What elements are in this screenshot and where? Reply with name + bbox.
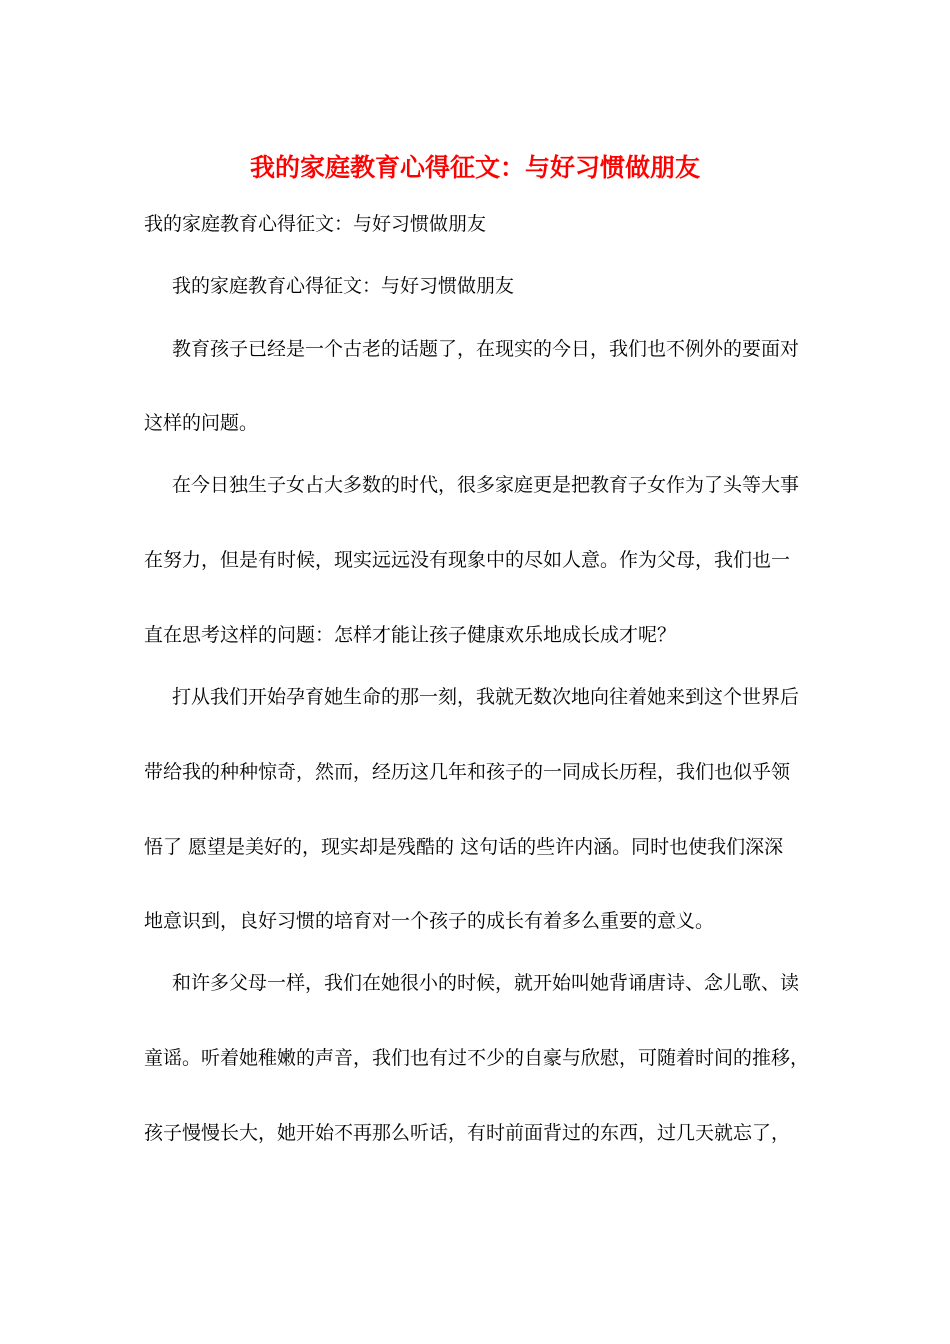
text-line: 孩子慢慢长大，她开始不再那么听话，有时前面背过的东西，过几天就忘了， — [144, 1122, 791, 1144]
text-line: 和许多父母一样，我们在她很小的时候，就开始叫她背诵唐诗、念儿歌、读 — [172, 972, 800, 994]
text-line: 我的家庭教育心得征文：与好习惯做朋友 — [172, 275, 515, 297]
text-line: 打从我们开始孕育她生命的那一刻，我就无数次地向往着她来到这个世界后 — [172, 686, 800, 708]
text-line: 直在思考这样的问题：怎样才能让孩子健康欢乐地成长成才呢？ — [144, 624, 677, 646]
text-line: 悟了 愿望是美好的，现实却是残酷的 这句话的些许内涵。同时也使我们深深 — [144, 836, 784, 858]
text-line: 在今日独生子女占大多数的时代，很多家庭更是把教育子女作为了头等大事 — [172, 474, 800, 496]
text-line: 带给我的种种惊奇，然而，经历这几年和孩子的一同成长历程，我们也似乎领 — [144, 761, 791, 783]
text-line: 童谣。听着她稚嫩的声音，我们也有过不少的自豪与欣慰，可随着时间的推移， — [144, 1047, 810, 1069]
text-line: 在努力，但是有时候，现实远远没有现象中的尽如人意。作为父母，我们也一 — [144, 549, 791, 571]
text-line: 地意识到，良好习惯的培育对一个孩子的成长有着多么重要的意义。 — [144, 910, 715, 932]
text-line: 教育孩子已经是一个古老的话题了，在现实的今日，我们也不例外的要面对 — [172, 338, 800, 360]
text-line: 这样的问题。 — [144, 412, 259, 434]
text-line: 我的家庭教育心得征文：与好习惯做朋友 — [144, 213, 487, 235]
document-title: 我的家庭教育心得征文：与好习惯做朋友 — [249, 153, 700, 182]
